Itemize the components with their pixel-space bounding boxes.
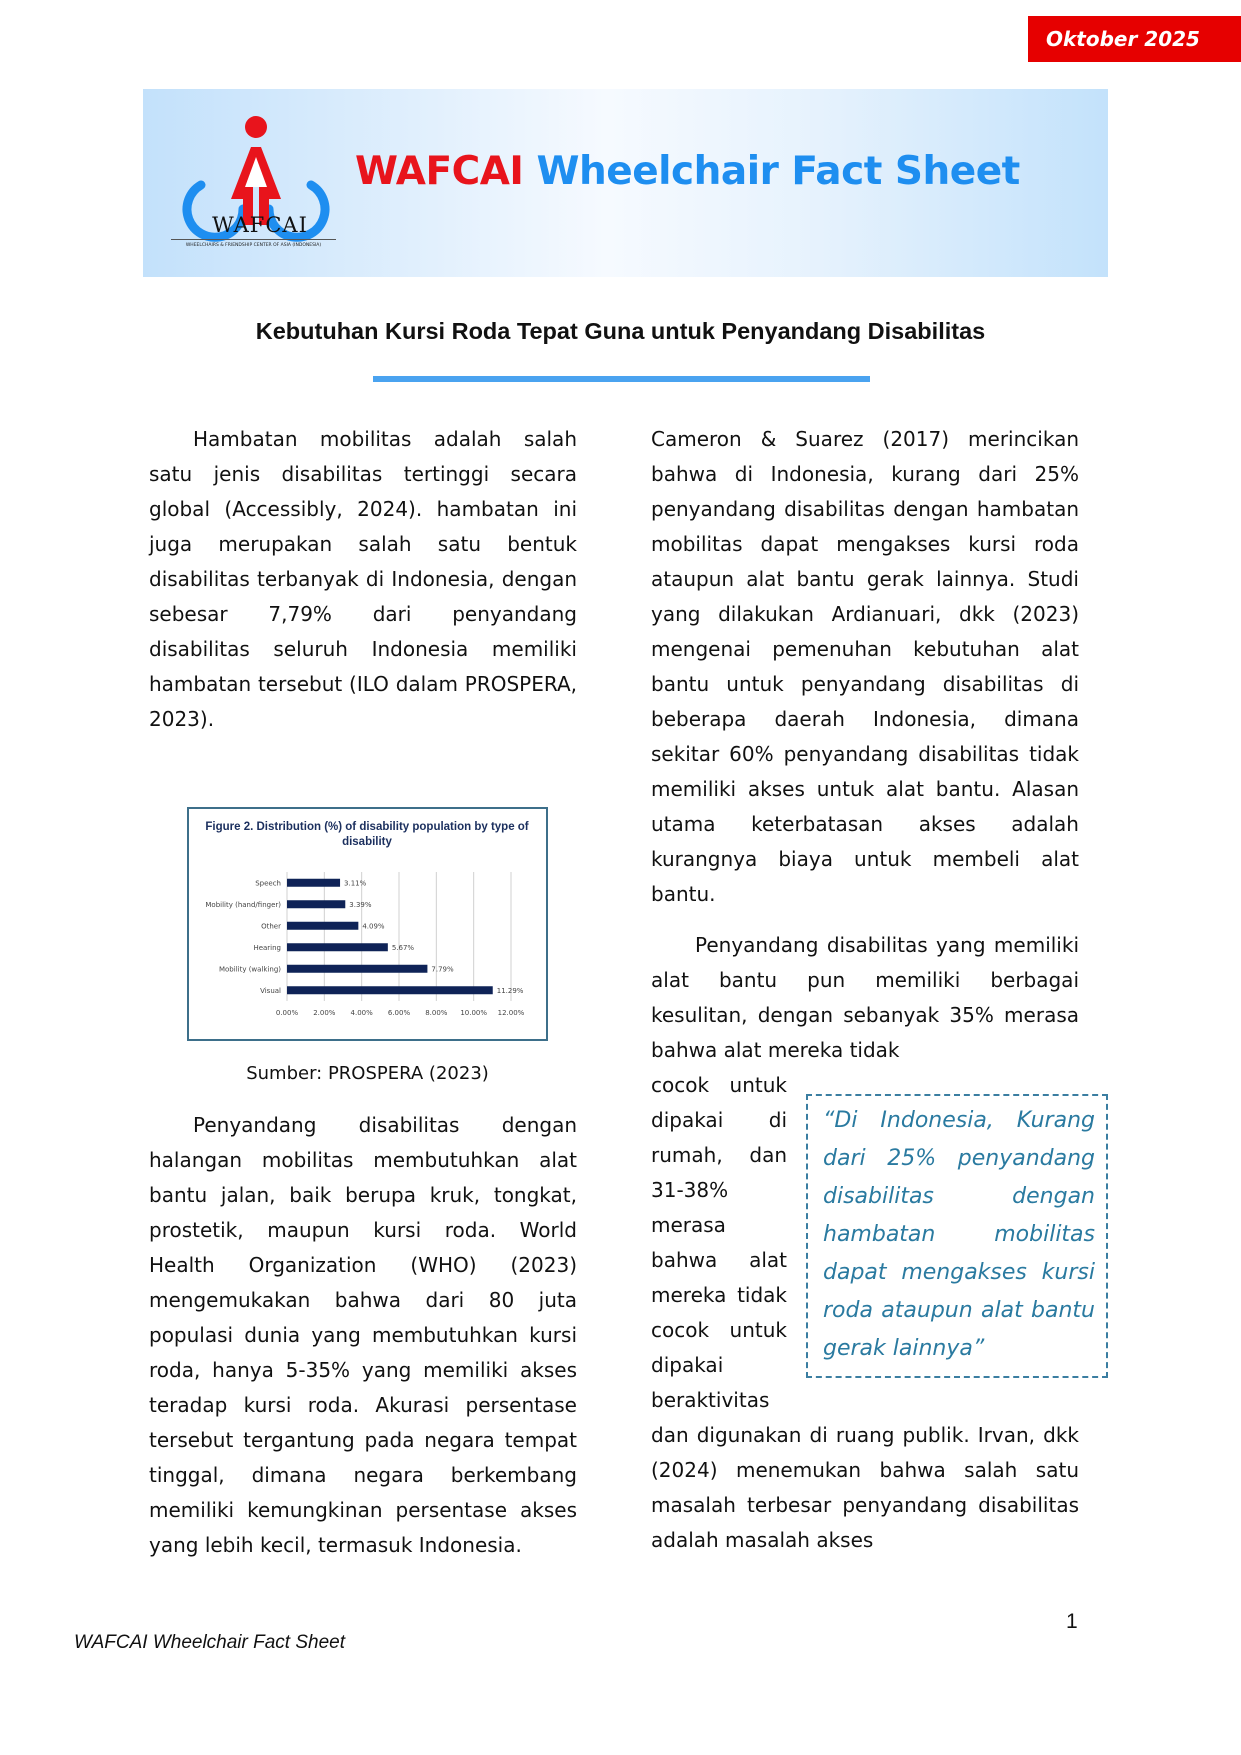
- chart-bar: [287, 986, 493, 994]
- disability-chart: [187, 807, 548, 1041]
- wrapped-line: dipakai: [651, 1353, 724, 1377]
- wrapped-line: merasa: [651, 1213, 726, 1237]
- wrapped-line: 31-38%: [651, 1178, 729, 1202]
- category-label: Hearing: [253, 943, 281, 952]
- chart-bar: [287, 965, 427, 973]
- paragraph-difficulties-bottom: dan digunakan di ruang publik. Irvan, dkk (2024) menemukan bahwa salah satu masalah terbesar penyandang disabilitas adalah masalah akses: [651, 1423, 1079, 1552]
- data-label: 5.67%: [391, 943, 415, 952]
- banner-title: [355, 149, 1020, 194]
- paragraph-mobility-aids: Penyandang disabilitas dengan halangan mobilitas membutuhkan alat bantu jalan, baik berupa kruk, tongkat, prostetik, maupun kursi roda. World Health Organization (WHO) (2023) mengemukakan bahwa dari 80 juta populasi dunia yang membutuhkan kursi roda, hanya 5-35% yang memiliki akses teradap kursi roda. Akurasi persentase tersebut tergantung pada negara tempat tinggal, dimana negara berkembang memiliki kemungkinan persentase akses yang lebih kecil, termasuk Indonesia.: [149, 1113, 577, 1557]
- x-tick-label: 12.00%: [497, 1009, 525, 1017]
- chart-canvas: [189, 809, 546, 1039]
- right-column-top: [651, 422, 1079, 912]
- left-column-body: [149, 1108, 577, 1563]
- banner-title-rest: Wheelchair Fact Sheet: [536, 149, 1020, 194]
- chart-title-line-1: Figure 2. Distribution (%) of disability population by type of: [205, 821, 529, 833]
- category-label: Mobility (hand/finger): [205, 900, 281, 909]
- data-label: 3.11%: [344, 879, 367, 888]
- category-label: Speech: [255, 879, 281, 888]
- category-label: Visual: [260, 986, 281, 995]
- paragraph-difficulties-wrap: [651, 1068, 787, 1418]
- document-title: Kebutuhan Kursi Roda Tepat Guna untuk Penyandang Disabilitas: [255, 318, 986, 344]
- wrapped-line: cocok untuk: [651, 1318, 787, 1342]
- figure-caption: Sumber: PROSPERA (2023): [246, 1063, 489, 1084]
- wrapped-line: bahwa alat: [651, 1248, 787, 1272]
- paragraph-difficulties-top: Penyandang disabilitas yang memiliki alat bantu pun memiliki berbagai kesulitan, dengan sebanyak 35% merasa bahwa alat mereka tidak: [651, 933, 1079, 1062]
- right-column-bottom: [651, 1418, 1079, 1558]
- chart-bar: [287, 879, 340, 887]
- x-tick-label: 10.00%: [460, 1009, 488, 1017]
- date-badge: Oktober 2025: [1028, 16, 1241, 62]
- left-column-intro: [149, 422, 577, 737]
- logo-subtitle: WHEELCHAIRS & FRIENDSHIP CENTER OF ASIA (INDONESIA): [185, 243, 322, 248]
- wrapped-line: dipakai di: [651, 1108, 787, 1132]
- category-label: Other: [261, 922, 281, 931]
- x-tick-label: 0.00%: [275, 1009, 299, 1017]
- wrapped-line: beraktivitas: [651, 1388, 770, 1412]
- x-tick-label: 2.00%: [313, 1009, 336, 1017]
- x-tick-label: 6.00%: [387, 1009, 411, 1017]
- chart-bar: [287, 943, 388, 951]
- right-column-difficulties: [651, 928, 1079, 1068]
- header-banner: [143, 89, 1108, 277]
- data-label: 3.39%: [349, 900, 372, 909]
- chart-bar: [287, 900, 345, 908]
- data-label: 11.29%: [496, 986, 524, 995]
- footer-document-name: WAFCAI Wheelchair Fact Sheet: [74, 1632, 346, 1653]
- chart-bar: [287, 922, 358, 930]
- x-tick-label: 4.00%: [350, 1009, 373, 1017]
- data-label: 7.79%: [431, 965, 454, 974]
- logo-wordmark: WAFCAI: [212, 213, 308, 237]
- data-label: 4.09%: [362, 922, 385, 931]
- wrapped-line: cocok untuk: [651, 1073, 787, 1097]
- wrapped-line: rumah, dan: [651, 1143, 787, 1167]
- pull-quote: “Di Indonesia, Kurang dari 25% penyandang disabilitas dengan hambatan mobilitas dapat mengakses kursi roda ataupun alat bantu gerak lainnya”: [823, 1108, 1095, 1361]
- wrapped-line: mereka tidak: [651, 1283, 787, 1307]
- pull-quote-box: [806, 1094, 1108, 1378]
- logo-divider: [171, 239, 336, 240]
- banner-title-brand: WAFCAI: [355, 149, 524, 194]
- title-underline: [373, 376, 870, 382]
- chart-title-line-2: disability: [342, 836, 392, 848]
- page-number: 1: [1066, 1610, 1078, 1633]
- paragraph-cameron-suarez: Cameron & Suarez (2017) merincikan bahwa di Indonesia, kurang dari 25% penyandang disabilitas dengan hambatan mobilitas dapat mengakses kursi roda ataupun alat bantu gerak lainnya. Studi yang dilakukan Ardianuari, dkk (2023) mengenai pemenuhan kebutuhan alat bantu untuk penyandang disabilitas di beberapa daerah Indonesia, dimana sekitar 60% penyandang disabilitas tidak memiliki akses untuk alat bantu. Alasan utama keterbatasan akses adalah kurangnya biaya untuk membeli alat bantu.: [651, 427, 1079, 906]
- paragraph-mobility-intro: Hambatan mobilitas adalah salah satu jenis disabilitas tertinggi secara global (Accessibly, 2024). hambatan ini juga merupakan salah satu bentuk disabilitas terbanyak di Indonesia, dengan sebesar 7,79% dari penyandang disabilitas seluruh Indonesia memiliki hambatan tersebut (ILO dalam PROSPERA, 2023).: [149, 427, 577, 731]
- x-tick-label: 8.00%: [425, 1009, 448, 1017]
- category-label: Mobility (walking): [218, 965, 281, 974]
